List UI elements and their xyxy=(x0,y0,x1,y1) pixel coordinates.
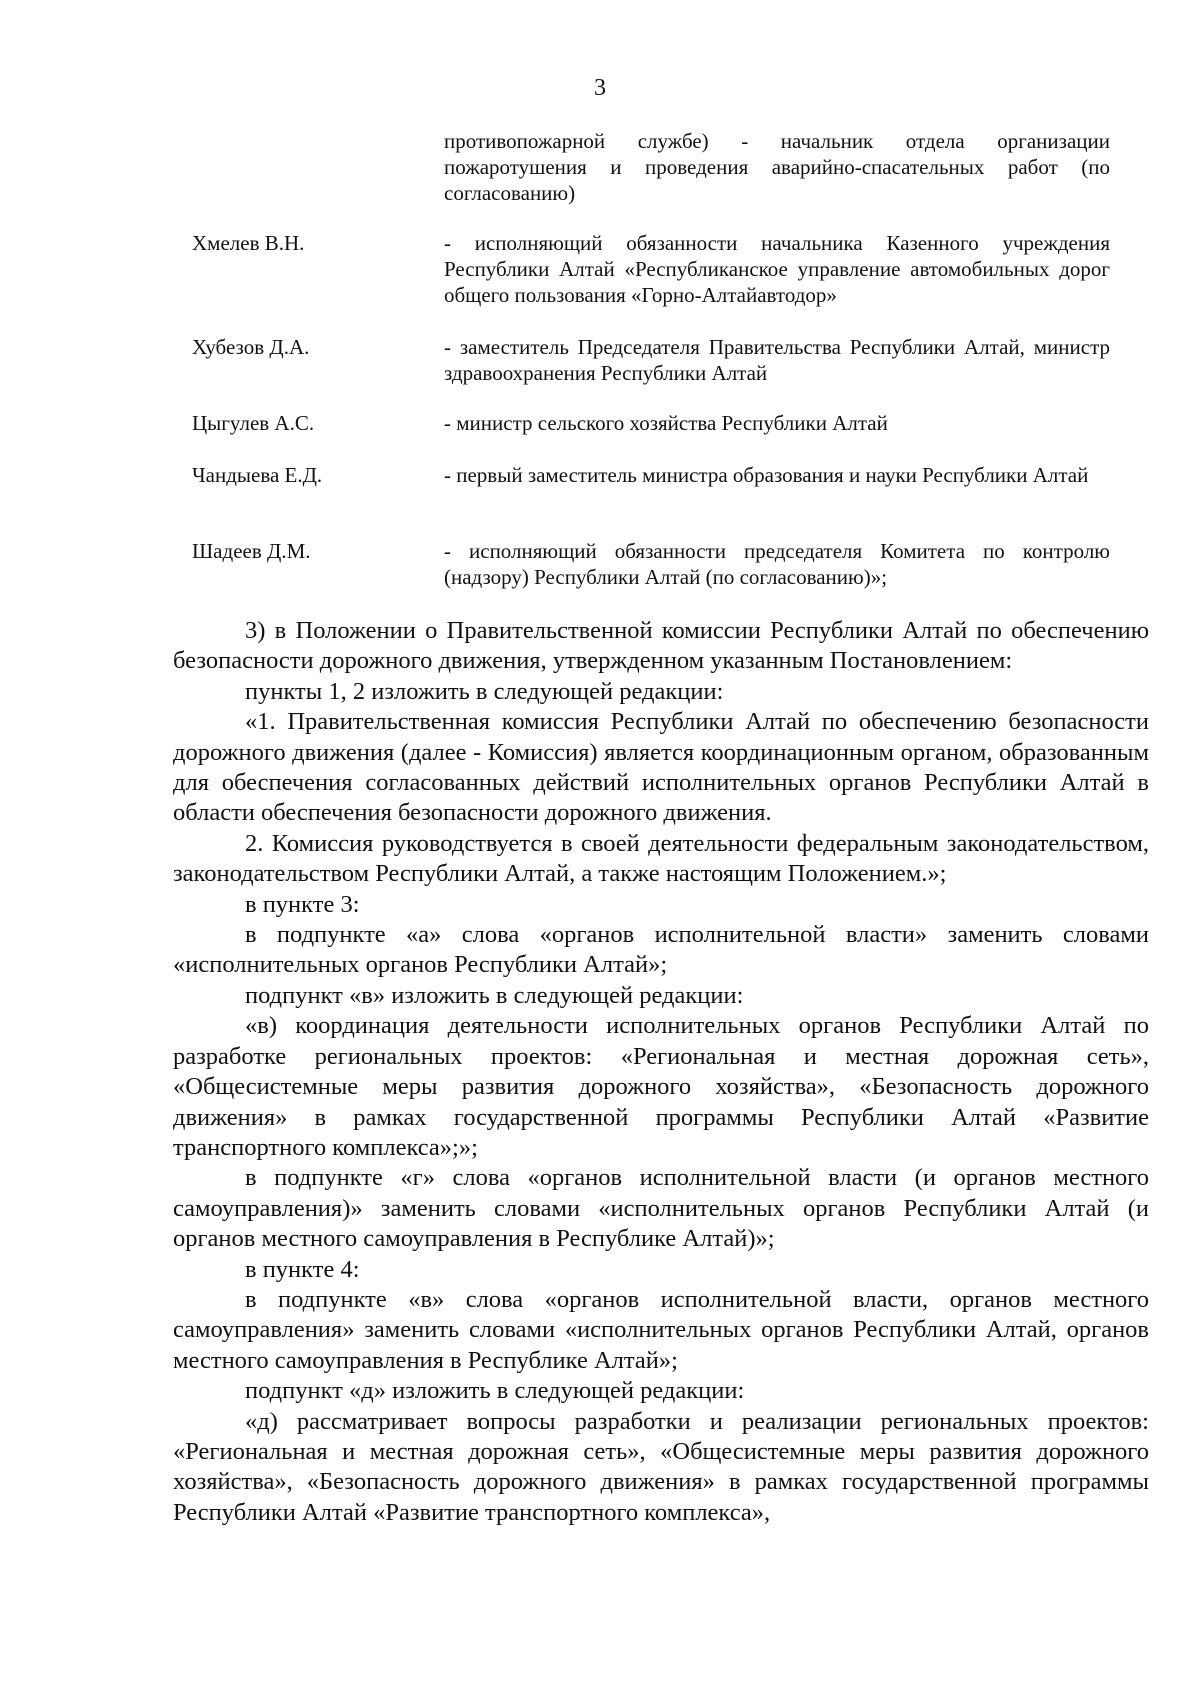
page-number: 3 xyxy=(594,75,606,101)
member-role: - министр сельского хозяйства Республики Алтай xyxy=(444,411,888,435)
paragraph: подпункт «д» изложить в следующей редакции: xyxy=(245,1377,745,1405)
paragraph: «в) координация деятельности исполнительных органов Республики Алтай по разработке региональных проектов: «Региональная и местная дорожная сеть», «Общесистемные меры развития дорожного хозяйства», «Безопасность дорожного движения» в рамках государственной программы Республики Алтай «Развитие транспортного комплекса»;»; xyxy=(173,1012,1149,1161)
paragraph: в подпункте «а» слова «органов исполнительной власти» заменить словами «исполнительных органов Республики Алтай»; xyxy=(173,921,1149,979)
paragraph: подпункт «в» изложить в следующей редакции: xyxy=(245,981,744,1009)
member-name: Чандыева Е.Д. xyxy=(192,463,323,487)
main-body-text xyxy=(173,616,1149,1528)
paragraph: «д) рассматривает вопросы разработки и реализации региональных проектов: «Региональная и местная дорожная сеть», «Общесистемные меры развития дорожного хозяйства», «Безопасность дорожного движения» в рамках государственной программы Республики Алтай «Развитие транспортного комплекса», xyxy=(173,1407,1149,1526)
member-name: Хмелев В.Н. xyxy=(192,231,305,255)
member-role: - исполняющий обязанности председателя Комитета по контролю (надзору) Республики Алтай (по согласованию)»; xyxy=(444,539,1110,589)
paragraph: 2. Комиссия руководствуется в своей деятельности федеральным законодательством, законодательством Республики Алтай, а также настоящим Положением.»; xyxy=(173,829,1149,888)
paragraph: в пункте 3: xyxy=(245,890,360,918)
paragraph: пункты 1, 2 изложить в следующей редакции: xyxy=(245,677,724,705)
continued-member-role: противопожарной службе) - начальник отдела организации пожаротушения и проведения аварийно-спасательных работ (по согласованию) xyxy=(444,129,1110,205)
member-role: - заместитель Председателя Правительства Республики Алтай, министр здравоохранения Республики Алтай xyxy=(444,335,1110,385)
member-name: Шадеев Д.М. xyxy=(192,539,311,563)
paragraph: 3) в Положении о Правительственной комиссии Республики Алтай по обеспечению безопасности дорожного движения, утвержденном указанным Постановлением: xyxy=(173,617,1149,675)
member-name: Цыгулев А.С. xyxy=(192,411,315,435)
member-role: - исполняющий обязанности начальника Казенного учреждения Республики Алтай «Республиканское управление автомобильных дорог общего пользования «Горно-Алтайавтодор» xyxy=(444,231,1110,307)
member-role: - первый заместитель министра образования и науки Республики Алтай xyxy=(444,463,1089,487)
member-name: Хубезов Д.А. xyxy=(192,335,310,359)
paragraph: в подпункте «в» слова «органов исполнительной власти, органов местного самоуправления» заменить словами «исполнительных органов Республики Алтай, органов местного самоуправления в Республике Алтай»; xyxy=(173,1285,1149,1374)
paragraph: «1. Правительственная комиссия Республики Алтай по обеспечению безопасности дорожного движения (далее - Комиссия) является координационным органом, образованным для обеспечения согласованных действий исполнительных органов Республики Алтай в области обеспечения безопасности дорожного движения. xyxy=(173,708,1149,827)
paragraph: в пункте 4: xyxy=(245,1255,360,1283)
paragraph: в подпункте «г» слова «органов исполнительной власти (и органов местного самоуправления)» заменить словами «исполнительных органов Республики Алтай (и органов местного самоуправления в Республике Алтай)»; xyxy=(173,1164,1149,1253)
